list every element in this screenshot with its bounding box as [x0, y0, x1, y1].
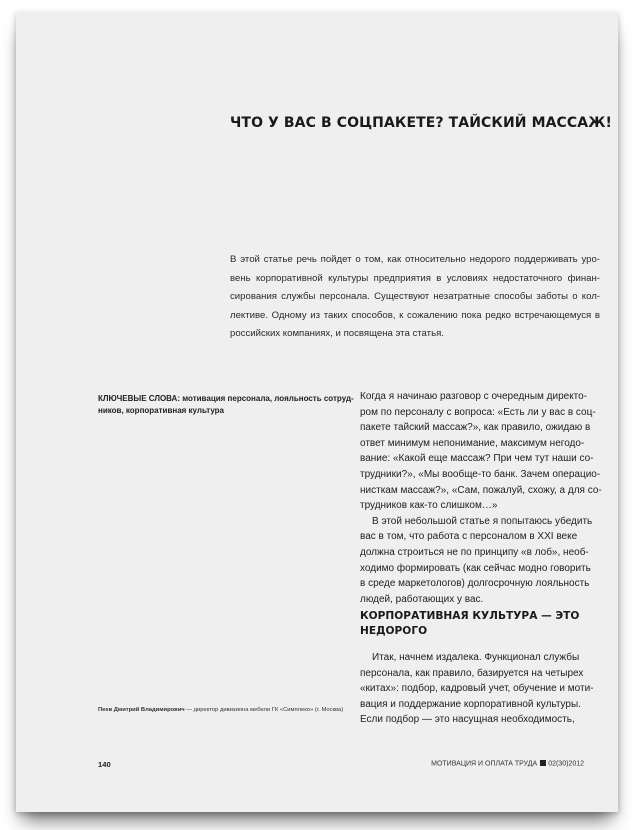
journal-name: МОТИВАЦИЯ И ОПЛАТА ТРУДА [431, 760, 538, 768]
author-name: Пеев Дмитрий Владимирович [98, 707, 185, 713]
body-line: пакете тайский массаж?», как правило, ожидаю в [360, 422, 591, 434]
body-line: ром по персоналу с вопроса: «Есть ли у вас в соц- [360, 406, 596, 418]
body-line: трудников как-то слишком…» [360, 500, 498, 512]
magazine-page [16, 12, 618, 812]
lead-line: вень корпоративной культуры предприятия в условиях недостаточного финан- [230, 272, 600, 284]
body-line: персонала, как правило, базируется на четырех [360, 667, 584, 679]
keywords [98, 393, 354, 418]
section-body-text [360, 650, 602, 728]
body-line: ответ минимум непонимание, максимум негодо- [360, 437, 585, 449]
author-role: — директор дивизиона мебели ГК «Симплеко» (г. Москва) [184, 707, 344, 713]
body-line: Когда я начинаю разговор с очередным директо- [360, 391, 588, 402]
body-line: должна строиться не по принципу «в лоб», необ- [360, 546, 589, 558]
section-heading-line: НЕДОРОГО [360, 625, 428, 637]
article-title: ЧТО У ВАС В СОЦПАКЕТЕ? ТАЙСКИЙ МАССАЖ! [230, 115, 612, 131]
section-heading [360, 609, 600, 639]
lead-line: В этой статье речь пойдет о том, как относительно недорого поддерживать уро- [230, 254, 600, 265]
square-bullet-icon [540, 760, 546, 766]
journal-issue: 02(30)2012 [548, 760, 584, 768]
body-line: Если подбор — это насущная необходимость, [360, 714, 575, 726]
lead-line: лективе. Одному из таких способов, к сожалению пока редко встречающемуся в [230, 309, 600, 321]
body-line: нисткам массаж?», «Сам, пожалуй, схожу, а для со- [360, 484, 602, 496]
lead-line: сирования службы персонала. Существуют незатратные способы заботы о кол- [230, 291, 600, 303]
body-line: «китах»: подбор, кадровый учет, обучение и моти- [360, 683, 594, 695]
body-line: вание: «Какой еще массаж? При чем тут наши со- [360, 453, 594, 465]
section-heading-line: КОРПОРАТИВНАЯ КУЛЬТУРА — ЭТО [360, 610, 580, 622]
keywords-line: КЛЮЧЕВЫЕ СЛОВА: мотивация персонала, лояльность сотруд- [98, 394, 354, 403]
body-line: В этой небольшой статье я попытаюсь убедить [372, 515, 593, 527]
body-line: ходимо формировать (как сейчас модно говорить [360, 562, 591, 574]
keywords-line: ников, корпоративная культура [98, 406, 224, 416]
article-lead [230, 251, 600, 344]
body-line: вация и поддержание корпоративной культуры. [360, 698, 581, 710]
page-number: 140 [98, 760, 111, 769]
body-line: вас в том, что работа с персоналом в XXI веке [360, 531, 578, 543]
author-credit [98, 707, 358, 713]
body-line: трудники?», «Мы вообще-то банк. Зачем операцио- [360, 468, 601, 480]
body-text [360, 389, 602, 607]
journal-footer [431, 760, 584, 768]
body-line: Итак, начнем издалека. Функционал службы [372, 652, 580, 663]
lead-line: российских компаниях, и посвящена эта статья. [230, 328, 444, 340]
body-line: в среде маркетологов) долгосрочную лояльность [360, 578, 590, 590]
body-line: людей, работающих у вас. [360, 593, 484, 605]
